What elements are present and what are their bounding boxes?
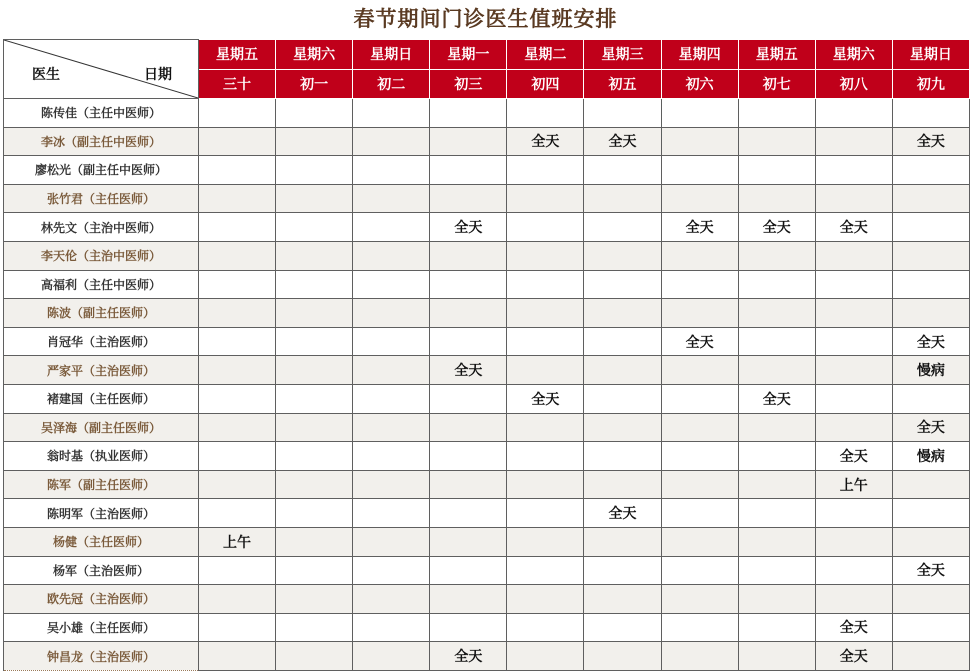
- lunar-date-header: 三十: [199, 69, 276, 99]
- table-row: [4, 213, 970, 242]
- duty-cell: [199, 470, 276, 499]
- duty-cell: [276, 642, 353, 671]
- duty-cell: [430, 499, 507, 528]
- duty-cell: [892, 613, 969, 642]
- doctor-name: 廖松光（副主任中医师）: [4, 156, 199, 185]
- duty-cell: 全天: [584, 127, 661, 156]
- duty-cell: 全天: [507, 127, 584, 156]
- duty-cell: [507, 270, 584, 299]
- duty-cell: [507, 99, 584, 128]
- duty-cell: [507, 556, 584, 585]
- duty-cell: [738, 442, 815, 471]
- duty-cell: [507, 156, 584, 185]
- duty-cell: [584, 327, 661, 356]
- duty-cell: [815, 270, 892, 299]
- duty-cell: [353, 241, 430, 270]
- duty-cell: [353, 99, 430, 128]
- table-row: [4, 613, 970, 642]
- duty-cell: [661, 499, 738, 528]
- duty-cell: [430, 527, 507, 556]
- table-header: [4, 40, 970, 99]
- duty-cell: [276, 442, 353, 471]
- duty-cell: [892, 299, 969, 328]
- duty-cell: [353, 642, 430, 671]
- duty-cell: 全天: [892, 556, 969, 585]
- duty-cell: [507, 613, 584, 642]
- duty-cell: [738, 356, 815, 385]
- duty-cell: [738, 127, 815, 156]
- duty-cell: [738, 241, 815, 270]
- duty-cell: [276, 499, 353, 528]
- duty-cell: [507, 499, 584, 528]
- duty-cell: [507, 442, 584, 471]
- doctor-name: 高福利（主任中医师）: [4, 270, 199, 299]
- duty-cell: [892, 184, 969, 213]
- duty-cell: 全天: [738, 213, 815, 242]
- table-body: [4, 99, 970, 671]
- duty-cell: [430, 299, 507, 328]
- duty-cell: [584, 99, 661, 128]
- duty-cell: [199, 156, 276, 185]
- duty-cell: [661, 299, 738, 328]
- duty-cell: [353, 356, 430, 385]
- duty-cell: 全天: [430, 213, 507, 242]
- duty-cell: [430, 556, 507, 585]
- duty-cell: [430, 384, 507, 413]
- duty-cell: [584, 613, 661, 642]
- duty-cell: [276, 241, 353, 270]
- duty-cell: 全天: [892, 127, 969, 156]
- doctor-name: 李冰（副主任中医师）: [4, 127, 199, 156]
- duty-cell: [892, 470, 969, 499]
- table-row: [4, 556, 970, 585]
- duty-cell: [661, 556, 738, 585]
- duty-cell: [199, 442, 276, 471]
- duty-cell: [276, 127, 353, 156]
- duty-cell: [738, 585, 815, 614]
- table-row: [4, 184, 970, 213]
- lunar-date-header: 初三: [430, 69, 507, 99]
- duty-cell: [353, 585, 430, 614]
- duty-cell: [199, 99, 276, 128]
- duty-cell: [276, 384, 353, 413]
- duty-cell: [892, 585, 969, 614]
- duty-cell: [430, 413, 507, 442]
- lunar-date-header: 初七: [738, 69, 815, 99]
- duty-cell: 慢病: [892, 356, 969, 385]
- duty-cell: [892, 156, 969, 185]
- duty-cell: [199, 327, 276, 356]
- duty-cell: [892, 527, 969, 556]
- duty-cell: 全天: [430, 356, 507, 385]
- duty-cell: [276, 270, 353, 299]
- duty-cell: [738, 470, 815, 499]
- duty-cell: 全天: [738, 384, 815, 413]
- duty-cell: [815, 499, 892, 528]
- duty-cell: [661, 413, 738, 442]
- duty-cell: [738, 156, 815, 185]
- table-row: [4, 156, 970, 185]
- duty-cell: [507, 527, 584, 556]
- table-row: [4, 127, 970, 156]
- table-row: [4, 442, 970, 471]
- lunar-date-header: 初四: [507, 69, 584, 99]
- table-row: [4, 356, 970, 385]
- duty-cell: [584, 384, 661, 413]
- weekday-header: 星期四: [661, 40, 738, 70]
- duty-cell: [661, 270, 738, 299]
- duty-cell: 全天: [661, 327, 738, 356]
- duty-cell: [661, 184, 738, 213]
- table-row: [4, 384, 970, 413]
- duty-cell: [353, 213, 430, 242]
- duty-cell: [353, 613, 430, 642]
- duty-cell: 全天: [815, 213, 892, 242]
- duty-cell: [584, 442, 661, 471]
- duty-cell: [815, 184, 892, 213]
- duty-cell: [661, 470, 738, 499]
- weekday-header: 星期六: [815, 40, 892, 70]
- duty-cell: [353, 327, 430, 356]
- duty-cell: [584, 270, 661, 299]
- duty-cell: [738, 270, 815, 299]
- doctor-name: 欧先冠（主治医师）: [4, 585, 199, 614]
- duty-cell: [584, 213, 661, 242]
- duty-cell: [738, 613, 815, 642]
- duty-cell: [430, 270, 507, 299]
- duty-cell: [353, 384, 430, 413]
- duty-cell: [738, 642, 815, 671]
- duty-cell: [199, 127, 276, 156]
- duty-cell: [507, 642, 584, 671]
- duty-cell: [430, 613, 507, 642]
- duty-cell: [353, 442, 430, 471]
- table-row: [4, 585, 970, 614]
- duty-cell: 全天: [584, 499, 661, 528]
- duty-cell: [584, 241, 661, 270]
- duty-cell: [815, 156, 892, 185]
- duty-cell: [584, 184, 661, 213]
- table-row: [4, 299, 970, 328]
- duty-cell: 全天: [892, 327, 969, 356]
- duty-cell: 全天: [815, 442, 892, 471]
- duty-cell: [430, 127, 507, 156]
- lunar-date-header: 初一: [276, 69, 353, 99]
- weekday-header: 星期六: [276, 40, 353, 70]
- duty-schedule-table: [3, 39, 970, 671]
- duty-cell: [738, 184, 815, 213]
- duty-cell: [199, 384, 276, 413]
- duty-cell: 上午: [815, 470, 892, 499]
- duty-cell: [199, 356, 276, 385]
- weekday-row: [4, 40, 970, 70]
- duty-cell: [815, 127, 892, 156]
- duty-cell: [507, 213, 584, 242]
- duty-cell: [738, 99, 815, 128]
- duty-cell: [353, 556, 430, 585]
- duty-cell: [507, 327, 584, 356]
- duty-cell: [892, 499, 969, 528]
- doctor-name: 严家平（主治医师）: [4, 356, 199, 385]
- duty-cell: [661, 527, 738, 556]
- weekday-header: 星期一: [430, 40, 507, 70]
- duty-cell: [353, 299, 430, 328]
- lunar-date-header: 初五: [584, 69, 661, 99]
- table-row: [4, 470, 970, 499]
- duty-cell: [661, 442, 738, 471]
- duty-cell: [199, 556, 276, 585]
- table-row: [4, 327, 970, 356]
- weekday-header: 星期二: [507, 40, 584, 70]
- duty-cell: 上午: [199, 527, 276, 556]
- duty-cell: 全天: [507, 384, 584, 413]
- duty-cell: [276, 213, 353, 242]
- duty-cell: [815, 327, 892, 356]
- duty-cell: [430, 442, 507, 471]
- duty-cell: [584, 156, 661, 185]
- weekday-header: 星期日: [892, 40, 969, 70]
- duty-cell: [738, 327, 815, 356]
- duty-cell: [661, 642, 738, 671]
- duty-cell: [276, 527, 353, 556]
- lunar-date-header: 初二: [353, 69, 430, 99]
- lunar-date-header: 初八: [815, 69, 892, 99]
- duty-cell: [507, 413, 584, 442]
- table-row: [4, 99, 970, 128]
- duty-cell: [584, 470, 661, 499]
- page-title: 春节期间门诊医生值班安排: [353, 6, 618, 31]
- duty-cell: [507, 299, 584, 328]
- doctor-name: 林先文（主治中医师）: [4, 213, 199, 242]
- doctor-name: 陈明军（主治医师）: [4, 499, 199, 528]
- duty-cell: [507, 585, 584, 614]
- duty-cell: [276, 613, 353, 642]
- duty-cell: [276, 470, 353, 499]
- duty-cell: [199, 299, 276, 328]
- duty-cell: [430, 585, 507, 614]
- duty-cell: [892, 99, 969, 128]
- duty-cell: [276, 99, 353, 128]
- duty-cell: [584, 413, 661, 442]
- duty-cell: [892, 384, 969, 413]
- doctor-name: 陈军（副主任医师）: [4, 470, 199, 499]
- duty-cell: [276, 413, 353, 442]
- doctor-name: 钟昌龙（主治医师）: [4, 642, 199, 671]
- duty-cell: [276, 184, 353, 213]
- doctor-name: 肖冠华（主治医师）: [4, 327, 199, 356]
- duty-cell: [507, 241, 584, 270]
- duty-cell: [199, 585, 276, 614]
- duty-cell: [815, 527, 892, 556]
- duty-cell: [353, 156, 430, 185]
- duty-cell: [892, 270, 969, 299]
- table-row: [4, 241, 970, 270]
- duty-cell: [815, 556, 892, 585]
- duty-cell: [276, 356, 353, 385]
- table-row: [4, 527, 970, 556]
- duty-cell: [584, 356, 661, 385]
- duty-cell: [430, 156, 507, 185]
- duty-cell: [661, 384, 738, 413]
- duty-cell: [199, 613, 276, 642]
- duty-cell: [815, 413, 892, 442]
- weekday-header: 星期日: [353, 40, 430, 70]
- table-row: [4, 413, 970, 442]
- doctor-name: 陈传佳（主任中医师）: [4, 99, 199, 128]
- duty-cell: [199, 642, 276, 671]
- duty-cell: 全天: [430, 642, 507, 671]
- doctor-name: 李天伦（主治中医师）: [4, 241, 199, 270]
- duty-cell: [738, 299, 815, 328]
- duty-cell: [276, 156, 353, 185]
- duty-cell: [507, 184, 584, 213]
- duty-cell: [507, 356, 584, 385]
- duty-cell: [507, 470, 584, 499]
- duty-cell: [276, 585, 353, 614]
- duty-cell: 全天: [892, 413, 969, 442]
- doctor-name: 吴小雄（主任医师）: [4, 613, 199, 642]
- weekday-header: 星期五: [199, 40, 276, 70]
- duty-cell: [738, 413, 815, 442]
- duty-cell: [276, 556, 353, 585]
- duty-cell: [584, 299, 661, 328]
- duty-cell: [661, 127, 738, 156]
- doctor-name: 杨军（主治医师）: [4, 556, 199, 585]
- doctor-name: 褚建国（主任医师）: [4, 384, 199, 413]
- duty-cell: [199, 213, 276, 242]
- duty-cell: 慢病: [892, 442, 969, 471]
- duty-cell: 全天: [815, 642, 892, 671]
- duty-cell: [353, 270, 430, 299]
- date-row-label: 日期: [144, 67, 172, 83]
- duty-cell: [584, 585, 661, 614]
- duty-cell: [276, 327, 353, 356]
- duty-cell: [738, 499, 815, 528]
- duty-cell: [276, 299, 353, 328]
- duty-cell: [815, 299, 892, 328]
- duty-cell: [430, 470, 507, 499]
- doctor-name: 张竹君（主任医师）: [4, 184, 199, 213]
- weekday-header: 星期三: [584, 40, 661, 70]
- duty-cell: [199, 413, 276, 442]
- header-corner: [4, 40, 199, 99]
- weekday-header: 星期五: [738, 40, 815, 70]
- duty-cell: [199, 499, 276, 528]
- duty-cell: [815, 99, 892, 128]
- duty-cell: [738, 527, 815, 556]
- table-row: [4, 270, 970, 299]
- duty-cell: [815, 585, 892, 614]
- duty-cell: [661, 613, 738, 642]
- duty-cell: [430, 99, 507, 128]
- duty-cell: [661, 156, 738, 185]
- doctor-column-label: 医生: [32, 67, 60, 83]
- doctor-name: 杨健（主任医师）: [4, 527, 199, 556]
- duty-cell: [430, 241, 507, 270]
- table-row: [4, 499, 970, 528]
- duty-cell: [353, 184, 430, 213]
- duty-cell: [353, 499, 430, 528]
- duty-cell: [738, 556, 815, 585]
- lunar-date-header: 初九: [892, 69, 969, 99]
- duty-cell: 全天: [661, 213, 738, 242]
- duty-cell: [430, 184, 507, 213]
- duty-cell: [199, 184, 276, 213]
- doctor-name: 吴泽海（副主任医师）: [4, 413, 199, 442]
- duty-cell: [584, 527, 661, 556]
- duty-cell: [199, 270, 276, 299]
- duty-cell: [353, 527, 430, 556]
- duty-cell: [661, 241, 738, 270]
- duty-cell: 全天: [815, 613, 892, 642]
- duty-cell: [584, 642, 661, 671]
- doctor-name: 陈波（副主任医师）: [4, 299, 199, 328]
- duty-cell: [815, 356, 892, 385]
- duty-cell: [661, 99, 738, 128]
- duty-cell: [661, 356, 738, 385]
- duty-cell: [815, 241, 892, 270]
- duty-cell: [815, 384, 892, 413]
- duty-cell: [661, 585, 738, 614]
- duty-cell: [353, 127, 430, 156]
- duty-cell: [353, 470, 430, 499]
- duty-cell: [199, 241, 276, 270]
- duty-cell: [353, 413, 430, 442]
- doctor-name: 翁时基（执业医师）: [4, 442, 199, 471]
- duty-cell: [584, 556, 661, 585]
- lunar-date-header: 初六: [661, 69, 738, 99]
- duty-cell: [430, 327, 507, 356]
- duty-cell: [892, 241, 969, 270]
- duty-cell: [892, 213, 969, 242]
- table-row: [4, 642, 970, 671]
- duty-cell: [892, 642, 969, 671]
